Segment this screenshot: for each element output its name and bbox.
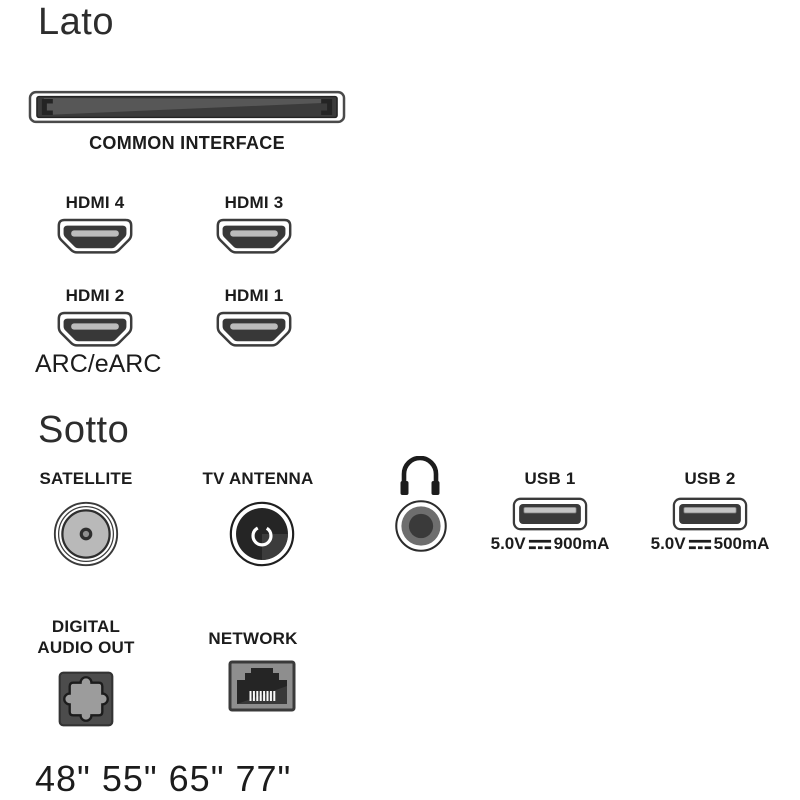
optical-audio-port-icon: [57, 670, 115, 728]
network-label: NETWORK: [208, 629, 298, 648]
usb1-label: USB 1: [524, 469, 576, 488]
ethernet-port-icon: [228, 660, 296, 712]
dc-symbol-icon: [688, 538, 712, 551]
side-section-heading: Lato: [38, 1, 114, 43]
screen-sizes-text: 48" 55" 65" 77": [35, 758, 292, 799]
usb2-amps: 500mA: [713, 534, 770, 553]
hdmi2-arc-sublabel: ARC/eARC: [35, 350, 162, 378]
tv-antenna-connector-icon: [228, 500, 296, 568]
headphone-jack-icon: [393, 498, 449, 554]
usb1-power-rating: [480, 534, 620, 554]
hdmi3-label: HDMI 3: [224, 193, 284, 212]
headphones-icon: [398, 456, 442, 498]
usb2-label: USB 2: [684, 469, 736, 488]
hdmi2-port-icon: [55, 311, 135, 353]
usb2-port-icon: [672, 496, 748, 532]
usb2-power-rating: [640, 534, 780, 554]
digital-audio-out-label: [20, 616, 152, 658]
satellite-connector-icon: [52, 500, 120, 568]
digital-audio-out-label-line2: AUDIO OUT: [37, 638, 135, 657]
usb1-port-icon: [512, 496, 588, 532]
hdmi4-label: HDMI 4: [65, 193, 125, 212]
usb2-volts: 5.0V: [650, 534, 686, 553]
hdmi1-label: HDMI 1: [224, 286, 284, 305]
hdmi3-port-icon: [214, 218, 294, 260]
digital-audio-out-label-line1: DIGITAL: [51, 617, 121, 636]
common-interface-label: COMMON INTERFACE: [89, 133, 285, 153]
usb1-amps: 900mA: [553, 534, 610, 553]
dc-symbol-icon: [528, 538, 552, 551]
hdmi1-port-icon: [214, 311, 294, 353]
hdmi2-label: HDMI 2: [65, 286, 125, 305]
hdmi4-port-icon: [55, 218, 135, 260]
tv-antenna-label: TV ANTENNA: [202, 469, 314, 488]
common-interface-slot-icon: [28, 90, 346, 124]
satellite-label: SATELLITE: [39, 469, 133, 488]
usb1-volts: 5.0V: [490, 534, 526, 553]
bottom-section-heading: Sotto: [38, 409, 130, 451]
